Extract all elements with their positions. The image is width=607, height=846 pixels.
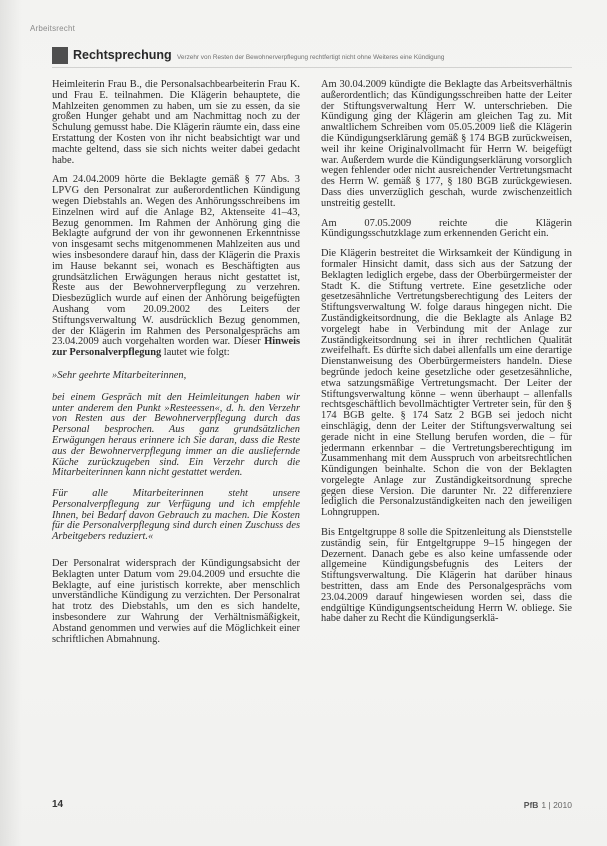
issue-number: 1 | 2010 (541, 800, 572, 810)
page-number: 14 (52, 799, 64, 810)
quote-salutation: »Sehr geehrte Mitarbeiterinnen, (52, 369, 187, 381)
quote-paragraph: Für alle Mitarbeiterinnen steht unsere Personalverpflegung zur Verfügung und ich empfehle Ihnen, bei Bedarf davon Gebrauch zu machen. Die Kosten für die Personalverpflegung sind durch einen Zuschuss des Arbeitgebers reduziert.« (52, 488, 300, 543)
paragraph: Der Personalrat widersprach der Kündigungsabsicht der Beklagten unter Datum vom 29.04.2009 und ersuchte die Beklagte, auf eine juristisch korrekte, aber menschlich unverständliche Kündigung zu verzichten. Der Personalrat hat trotz des Diebstahls, um den es sich handelte, insbesondere zur Wahrung der Verhältnismäßigkeit, Abstand genommen und verwies auf die Möglichkeit einer schriftlichen Abmahnung. (52, 558, 300, 645)
bold-highlight: Hinweis zur Personalverpflegung (52, 336, 300, 359)
journal-abbreviation: PfB (523, 800, 539, 810)
journal-issue (524, 800, 572, 810)
paragraph (52, 175, 300, 359)
section-marker-square (52, 47, 68, 64)
paragraph: Am 07.05.2009 reichte die Klägerin Kündigungsschutzklage zum erkennenden Gericht ein. (321, 217, 572, 240)
quote-paragraph: bei einem Gespräch mit den Heimleitungen haben wir unter anderem den Punkt »Resteessen«, d. h. den Verzehr von Resten aus der Bewohnerverpflegung durch das Personal besprochen. Aus ganz grundsätzlichen Erwägungen heraus erinnere ich Sie daran, dass die Reste aus der Bewohnerverpflegung immer an die ausliefernde Küche zurückzugeben sind. Ein Verzehr durch die Mitarbeiterinnen kann nicht gestattet werden. (52, 391, 300, 479)
paragraph: Am 30.04.2009 kündigte die Beklagte das Arbeitsverhältnis außerordentlich; das Kündigungsschreiben hatte der Leiter der Stiftungsverwaltung Herr W. unterschrieben. Die Kündigung ging der Klägerin am gleichen Tag zu. Mit anwaltlichem Schreiben vom 05.05.2009 ließ die Klägerin die Kündigungserklärung gemäß § 174 BGB zurückweisen, weil ihr keine Originalvollmacht für Herrn W. beigefügt war. Außerdem wurde die Kündigungserklärung vorsorglich wegen fehlender oder nicht ausreichender Vertretungsmacht des Herrn W. gemäß § 177, § 180 BGB zurückgewiesen. Dass dies unverzüglich geschah, wurde zwischenzeitlich unstreitig gestellt. (321, 79, 572, 209)
paragraph: Die Klägerin bestreitet die Wirksamkeit der Kündigung in formaler Hinsicht damit, dass sich aus der Satzung der Beklagten lediglich ergebe, dass der Oberbürgermeister der Stadt K. die Stiftung vertrete. Eine gesetzliche oder gesetzesähnliche Vertretungsberechtigung des Leiters der Stiftungsverwaltung W. folge daraus hingegen nicht. Die Zuständigkeitsordnung, die die Beklagte als Anlage B2 vorgelegt habe in Verbindung mit der Anlage zur Zuständigkeitsordnung sei in ihrer rechtlichen Qualität zweifelhaft. Es dürfte sich dabei allenfalls um eine derartige Dienstanweisung des Oberbürgermeisters handeln. Diese begründe jedoch keine gesetzliche oder gesetzesähnliche, etwa satzungsmäßige Vertretungsmacht. Der Leiter der Stiftungsverwaltung könne – wenn überhaupt – allenfalls rechtsgeschäftlich bevollmächtigter Vertreter sein, für den § 174 BGB gelte. § 174 Satz 2 BGB sei jedoch nicht einschlägig, denn der Leiter der Stiftungsverwaltung sei gerade nicht in eine Stellung berufen worden, die – für jedermann erkennbar – die Vertretungsberechtigung im Zusammenhang mit dem Ausspruch von arbeitsrechtlichen Kündigungen beinhalte. Schon die von der Beklagten vorgelegte Anlage zur Zuständigkeitsordnung spreche gegen diese Version. Die darunter Nr. 22 differenziere lediglich die Personalzuständigkeiten nach den jeweiligen Lohngruppen. (321, 248, 572, 519)
section-subtitle: Verzehr von Resten der Bewohnerverpflegung rechtfertigt nicht ohne Weiteres eine Kündigung (177, 54, 445, 61)
paragraph: Bis Entgeltgruppe 8 solle die Spitzenleitung als Dienststelle zuständig sein, für Entgeltgruppe 9–15 hingegen der Dezernent. Danach gebe es also keine umfassende oder allgemeine Kündigungsbefugnis des Leiters der Stiftungsverwaltung. Die Klägerin hat darüber hinaus bestritten, dass am Ende des Personalgesprächs vom 23.04.2009 darauf hingewiesen worden sei, dass die endgültige Kündigungsentscheidung Herrn W. obliege. Sie habe daher zu Recht die Kündigungserklä- (321, 527, 572, 625)
header-divider (52, 67, 572, 68)
section-title: Rechtsprechung (73, 48, 172, 62)
left-column (52, 80, 300, 654)
paragraph: Heimleiterin Frau B., die Personalsachbearbeiterin Frau K. und Frau E. teilnahmen. Die Klägerin behauptete, die Mahlzeiten genommen zu haben, um sie zu essen, da sie großen Hunger gehabt und am Nachmittag noch zu der Schulung gemusst habe. Die Klägerin räumte ein, dass eine Erstattung der Kosten von ihr nicht beabsichtigt war und machte geltend, dass sie sich nichts weiter dabei gedacht habe. (52, 79, 300, 166)
right-column (321, 80, 572, 634)
paragraph-text: Am 24.04.2009 hörte die Beklagte gemäß § 77 Abs. 3 LPVG den Personalrat zur außerordentlichen Kündigung wegen Diebstahls an. Wegen des Anhörungsschreibens im Einzelnen wird auf die Anlage B2, Aktenseite 41–43, Bezug genommen. Im Rahmen der Anhörung ging die Beklagte aufgrund der von ihr gewonnenen Erkenntnisse von insgesamt sechs mitgenommenen Mahlzeiten aus und wies insbesondere darauf hin, dass der Klägerin die Praxis im Hause bekannt sei, wonach es Beschäftigten aus grundsätzlichen Erwägungen heraus nicht gestattet ist, Reste aus der Bewohnerverpflegung zu verzehren. Diesbezüglich wurde auf einen der Anhörung beigefügten Aushang vom 20.09.2002 des Leiters der Stiftungsverwaltung W. ausdrücklich Bezug genommen, der der Klägerin im Rahmen des Personalgesprächs am 23.04.2009 auch vorgehalten worden war. Dieser (52, 174, 300, 348)
section-label: Arbeitsrecht (30, 24, 76, 33)
paragraph-text: lautet wie folgt: (161, 347, 230, 359)
